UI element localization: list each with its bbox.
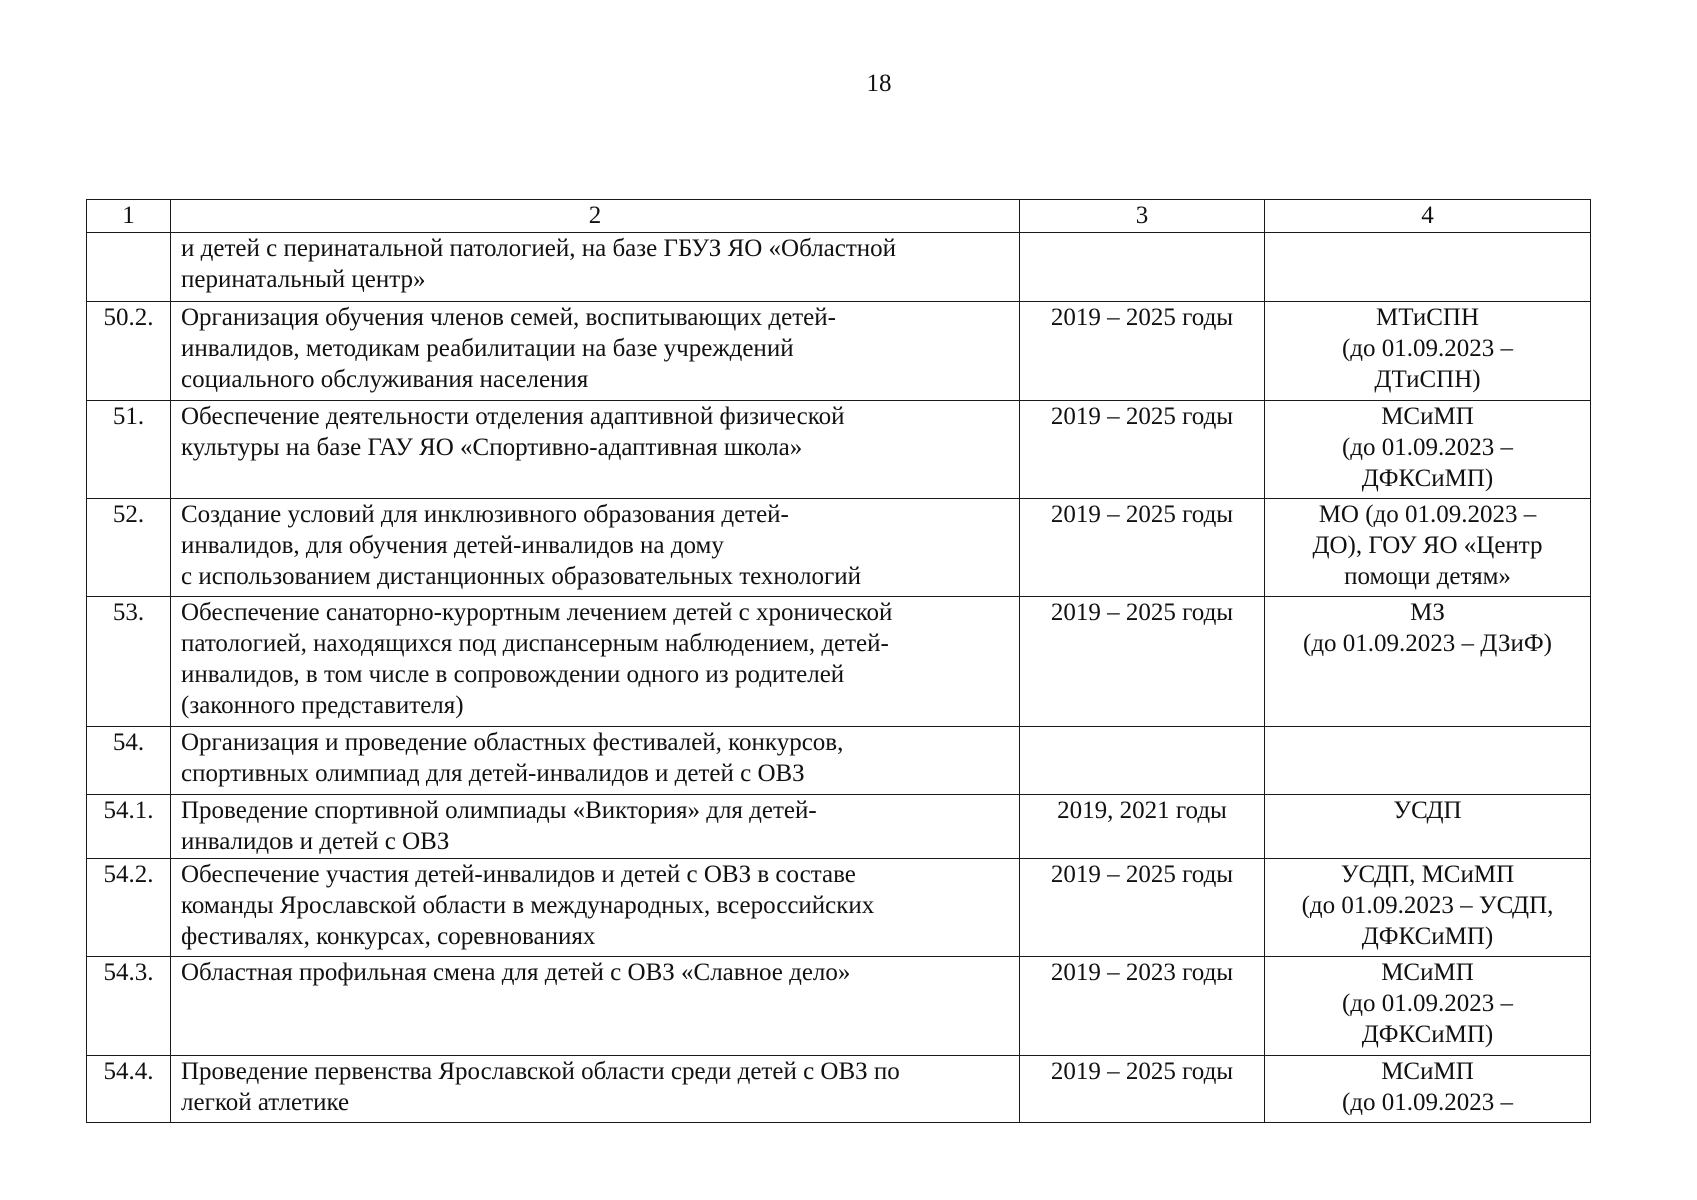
measure-text: Обеспечение деятельности отделения адаптивной физической культуры на базе ГАУ ЯО «Спортивно-адаптивная школа» [171, 401, 1020, 499]
responsible: МСиМП (до 01.09.2023 – ДФКСиМП) [1265, 401, 1591, 499]
table-row [87, 499, 1591, 597]
row-number: 54.2. [87, 859, 171, 957]
measures-table [86, 199, 1591, 1123]
table-row [87, 597, 1591, 727]
measure-text: Обеспечение участия детей-инвалидов и детей с ОВЗ в составе команды Ярославской области в международных, всероссийских фестивалях, конкурсах, соревнованиях [171, 859, 1020, 957]
page-number: 18 [866, 70, 892, 97]
measure-text: Проведение первенства Ярославской области среди детей с ОВЗ по легкой атлетике [171, 1056, 1020, 1123]
table-header-row [87, 200, 1591, 233]
measure-text: Создание условий для инклюзивного образования детей- инвалидов, для обучения детей-инвалидов на дому с использованием дистанционных образовательных технологий [171, 499, 1020, 597]
responsible: УСДП, МСиМП (до 01.09.2023 – УСДП, ДФКСиМП) [1265, 859, 1591, 957]
responsible: УСДП [1265, 795, 1591, 859]
responsible: МО (до 01.09.2023 – ДО), ГОУ ЯО «Центр помощи детям» [1265, 499, 1591, 597]
period: 2019 – 2023 годы [1020, 957, 1265, 1056]
measure-text: Обеспечение санаторно-курортным лечением детей с хронической патологией, находящихся под диспансерным наблюдением, детей- инвалидов, в том числе в сопровождении одного из родителей (законного представителя) [171, 597, 1020, 727]
period: 2019 – 2025 годы [1020, 499, 1265, 597]
period: 2019 – 2025 годы [1020, 597, 1265, 727]
row-number: 54.3. [87, 957, 171, 1056]
table-row [87, 859, 1591, 957]
row-number: 53. [87, 597, 171, 727]
responsible: МСиМП (до 01.09.2023 – [1265, 1056, 1591, 1123]
table-row [87, 401, 1591, 499]
measure-text: Проведение спортивной олимпиады «Виктория» для детей- инвалидов и детей с ОВЗ [171, 795, 1020, 859]
table-row [87, 957, 1591, 1056]
measure-text: Организация и проведение областных фестивалей, конкурсов, спортивных олимпиад для детей-инвалидов и детей с ОВЗ [171, 727, 1020, 795]
row-number [87, 233, 171, 302]
row-number: 54. [87, 727, 171, 795]
table-row [87, 302, 1591, 401]
header-cell-3: 3 [1020, 200, 1265, 233]
measure-text: Областная профильная смена для детей с ОВЗ «Славное дело» [171, 957, 1020, 1056]
row-number: 54.1. [87, 795, 171, 859]
responsible: МСиМП (до 01.09.2023 – ДФКСиМП) [1265, 957, 1591, 1056]
row-number: 54.4. [87, 1056, 171, 1123]
period: 2019 – 2025 годы [1020, 302, 1265, 401]
table-row [87, 795, 1591, 859]
row-number: 50.2. [87, 302, 171, 401]
responsible [1265, 233, 1591, 302]
responsible [1265, 727, 1591, 795]
header-cell-4: 4 [1265, 200, 1591, 233]
period: 2019 – 2025 годы [1020, 859, 1265, 957]
responsible: МТиСПН (до 01.09.2023 – ДТиСПН) [1265, 302, 1591, 401]
row-number: 51. [87, 401, 171, 499]
measure-text: и детей с перинатальной патологией, на базе ГБУЗ ЯО «Областной перинатальный центр» [171, 233, 1020, 302]
table-row [87, 727, 1591, 795]
table-row [87, 233, 1591, 302]
row-number: 52. [87, 499, 171, 597]
period: 2019 – 2025 годы [1020, 1056, 1265, 1123]
responsible: МЗ (до 01.09.2023 – ДЗиФ) [1265, 597, 1591, 727]
header-cell-1: 1 [87, 200, 171, 233]
header-cell-2: 2 [171, 200, 1020, 233]
table-row [87, 1056, 1591, 1123]
period: 2019 – 2025 годы [1020, 401, 1265, 499]
period [1020, 233, 1265, 302]
measure-text: Организация обучения членов семей, воспитывающих детей- инвалидов, методикам реабилитации на базе учреждений социального обслуживания населения [171, 302, 1020, 401]
period [1020, 727, 1265, 795]
period: 2019, 2021 годы [1020, 795, 1265, 859]
